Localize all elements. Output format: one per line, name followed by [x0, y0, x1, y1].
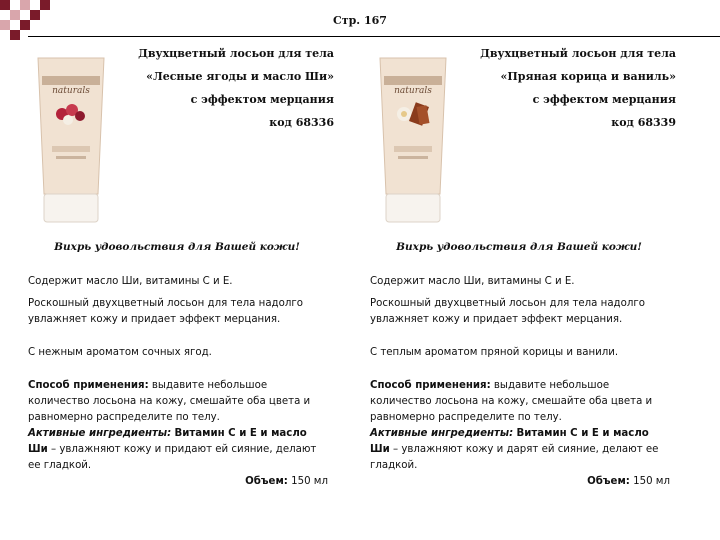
product-title	[476, 42, 676, 134]
lotion-tube-berries-icon	[32, 56, 110, 224]
product-description	[28, 274, 328, 490]
usage-label: Способ применения:	[370, 380, 491, 391]
ingredients-text: Содержит масло Ши, витамины С и Е.	[370, 276, 575, 287]
description-text: Роскошный двухцветный лосьон для тела надолго увлажняет кожу и придает эффект мерцания.	[370, 298, 645, 325]
ingredients-text: Содержит масло Ши, витамины С и Е.	[28, 276, 233, 287]
product-code: код 68339	[611, 116, 676, 129]
product-variant: «Пряная корица и ваниль»	[500, 70, 676, 83]
volume-text: Объем: 150 мл	[587, 476, 670, 487]
product-effect: с эффектом мерцания	[532, 93, 676, 106]
active-label: Активные ингредиенты:	[28, 428, 172, 439]
lotion-tube-cinnamon-icon	[374, 56, 452, 224]
active-ingredients-text: Активные ингредиенты: Витамин С и Е и масло Ши – увлажняют кожу и придают ей сияние, делают ее гладкой.	[28, 428, 317, 471]
aroma-text: С нежным ароматом сочных ягод.	[28, 347, 212, 358]
aroma-text: С теплым ароматом пряной корицы и ванили.	[370, 347, 619, 358]
svg-text:naturals: naturals	[394, 86, 432, 96]
description-text: Роскошный двухцветный лосьон для тела надолго увлажняет кожу и придает эффект мерцания.	[28, 298, 303, 325]
active-ingredients-text: Активные ингредиенты: Витамин С и Е и масло Ши – увлажняют кожу и дарят ей сияние, делают ее гладкой.	[370, 428, 659, 471]
svg-text:naturals: naturals	[52, 86, 90, 96]
product-variant: «Лесные ягоды и масло Ши»	[146, 70, 334, 83]
product-name: Двухцветный лосьон для тела	[138, 47, 334, 60]
product-tagline: Вихрь удовольствия для Вашей кожи!	[396, 241, 642, 253]
product-title	[134, 42, 334, 134]
product-effect: с эффектом мерцания	[190, 93, 334, 106]
usage-text: Способ применения: выдавите небольшое количество лосьона на кожу, смешайте оба цвета и равномерно распределите по телу.	[370, 380, 653, 423]
product-code: код 68336	[269, 116, 334, 129]
volume-text: Объем: 150 мл	[245, 476, 328, 487]
active-label: Активные ингредиенты:	[370, 428, 514, 439]
product-name: Двухцветный лосьон для тела	[480, 47, 676, 60]
usage-text: Способ применения: выдавите небольшое количество лосьона на кожу, смешайте оба цвета и равномерно распределите по телу.	[28, 380, 311, 423]
page-number: Стр. 167	[333, 14, 387, 27]
product-description	[370, 274, 670, 490]
usage-label: Способ применения:	[28, 380, 149, 391]
product-tagline: Вихрь удовольствия для Вашей кожи!	[54, 241, 300, 253]
header-rule	[28, 36, 720, 37]
